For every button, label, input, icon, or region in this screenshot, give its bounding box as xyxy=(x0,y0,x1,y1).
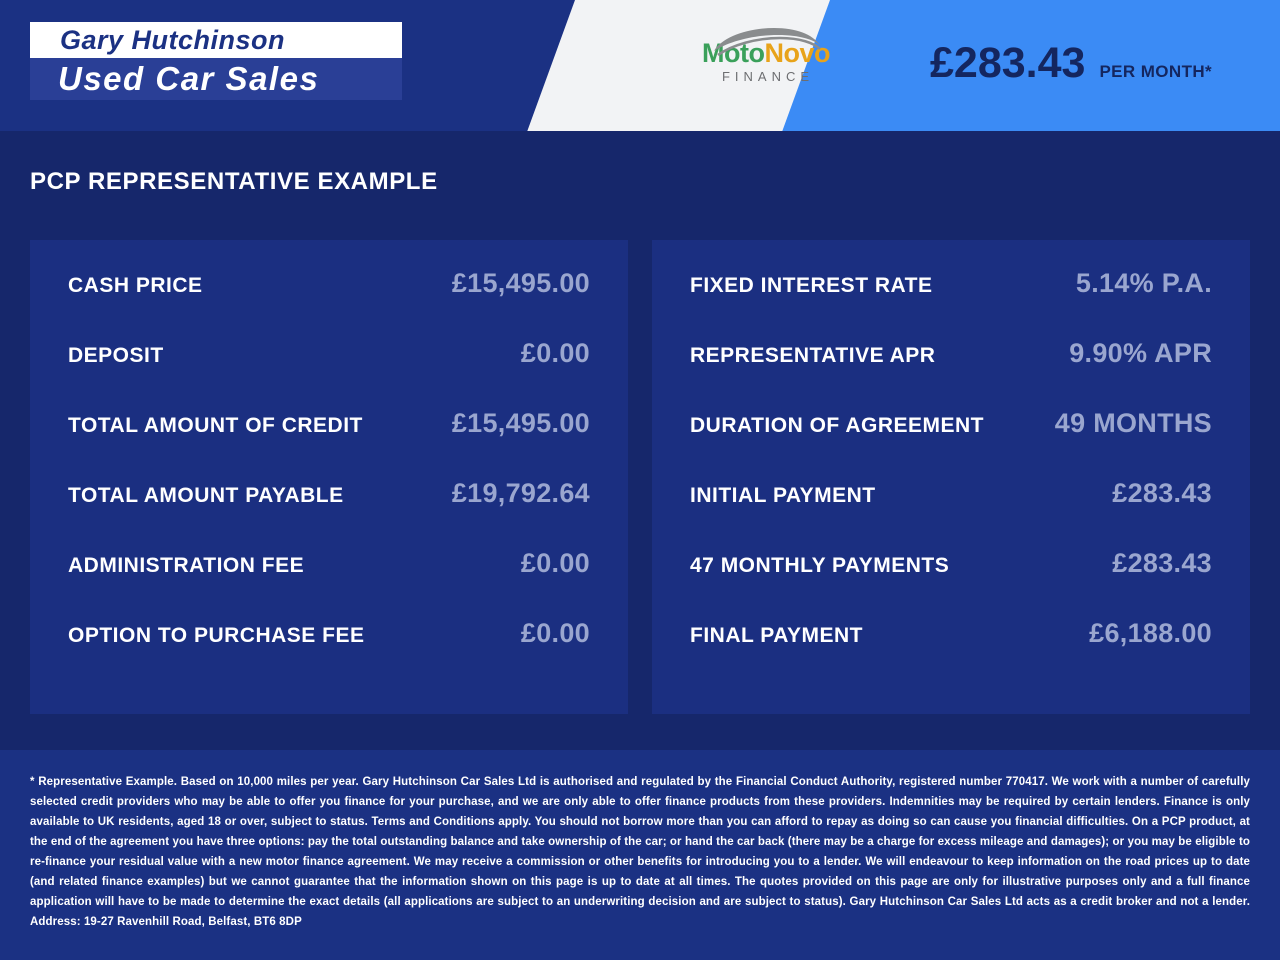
table-row xyxy=(690,548,1212,618)
row-label: FIXED INTEREST RATE xyxy=(690,274,933,297)
table-row xyxy=(690,618,1212,688)
row-value: £15,495.00 xyxy=(451,268,590,298)
table-row xyxy=(68,478,590,548)
row-label: 47 MONTHLY PAYMENTS xyxy=(690,554,950,577)
car-icon xyxy=(708,25,824,64)
monthly-price-amount: £283.43 xyxy=(930,39,1086,87)
row-value: 9.90% APR xyxy=(1069,338,1212,368)
row-label: FINAL PAYMENT xyxy=(690,624,863,647)
disclaimer-text: * Representative Example. Based on 10,000 miles per year. Gary Hutchinson Car Sales Ltd is authorised and regulated by the Financial Conduct Authority, registered number 770417. We work with a number of carefully selected credit providers who may be able to offer you finance for your purchase, and we are only able to offer finance products from these providers. Indemnities may be required by certain lenders. Finance is only available to UK residents, aged 18 or over, subject to status. Terms and Conditions apply. You should not borrow more than you can afford to repay as doing so can cause you financial difficulties. On a PCP product, at the end of the agreement you have three options: pay the total outstanding balance and take ownership of the car; or hand the car back (there may be a charge for excess mileage and damages); or you may be eligible to re-finance your residual value with a new motor finance agreement. We may receive a commission or other benefits for introducing you to a lender. We will endeavour to keep information on the road prices up to date (and related finance examples) but we cannot guarantee that the information shown on this page is up to date at all times. The quotes provided on this page are only for illustrative purposes only and a full finance application will have to be made to determine the exact details (all applications are subject to an underwriting decision and are subject to status). Gary Hutchinson Car Sales Ltd acts as a credit broker and not a lender. Address: 19-27 Ravenhill Road, Belfast, BT6 8DP xyxy=(30,776,1250,928)
footer-disclaimer-bar xyxy=(0,750,1280,960)
row-value: £15,495.00 xyxy=(451,408,590,438)
row-label: INITIAL PAYMENT xyxy=(690,484,876,507)
row-value: £6,188.00 xyxy=(1089,618,1212,648)
table-row xyxy=(68,618,590,688)
row-value: £0.00 xyxy=(520,618,590,648)
table-row xyxy=(690,478,1212,548)
row-value: 49 MONTHS xyxy=(1054,408,1212,438)
monthly-price-suffix: PER MONTH* xyxy=(1099,62,1213,81)
row-value: £283.43 xyxy=(1112,548,1212,578)
row-label: DEPOSIT xyxy=(68,344,164,367)
row-label: OPTION TO PURCHASE FEE xyxy=(68,624,365,647)
row-label: TOTAL AMOUNT OF CREDIT xyxy=(68,414,363,437)
table-row xyxy=(690,408,1212,478)
row-value: £283.43 xyxy=(1112,478,1212,508)
table-row xyxy=(68,548,590,618)
page-header xyxy=(0,0,1280,131)
monthly-price-block xyxy=(930,40,1212,86)
dealer-logo xyxy=(30,22,402,100)
row-value: £19,792.64 xyxy=(451,478,590,508)
row-value: £0.00 xyxy=(520,338,590,368)
motonovo-subtitle: FINANCE xyxy=(721,69,815,84)
row-label: DURATION OF AGREEMENT xyxy=(690,414,984,437)
dealer-name-line2: Used Car Sales xyxy=(58,60,320,97)
table-row xyxy=(690,338,1212,408)
table-row xyxy=(68,338,590,408)
row-value: £0.00 xyxy=(520,548,590,578)
motonovo-finance-logo xyxy=(676,38,856,86)
table-row xyxy=(68,268,590,338)
motonovo-word-moto: Moto xyxy=(702,38,765,68)
motonovo-word-novo: Novo xyxy=(764,38,830,68)
page-title: PCP REPRESENTATIVE EXAMPLE xyxy=(30,168,438,195)
row-label: REPRESENTATIVE APR xyxy=(690,344,936,367)
dealer-name-line1: Gary Hutchinson xyxy=(30,22,402,58)
row-label: CASH PRICE xyxy=(68,274,203,297)
finance-details-tables xyxy=(30,240,1250,714)
row-label: ADMINISTRATION FEE xyxy=(68,554,305,577)
right-details-panel xyxy=(652,240,1250,714)
table-row xyxy=(68,408,590,478)
row-label: TOTAL AMOUNT PAYABLE xyxy=(68,484,344,507)
table-row xyxy=(690,268,1212,338)
left-details-panel xyxy=(30,240,628,714)
row-value: 5.14% P.A. xyxy=(1075,268,1212,298)
